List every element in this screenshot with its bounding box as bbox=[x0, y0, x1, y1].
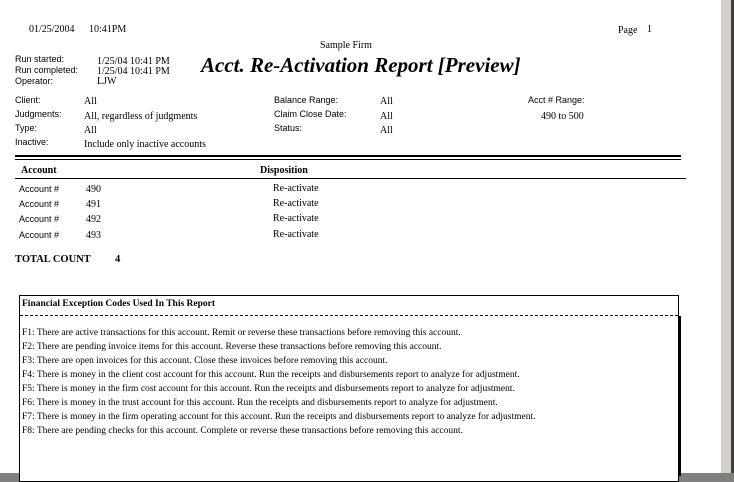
acct-range-label: Acct # Range: bbox=[528, 95, 585, 105]
exception-code-f1: F1: There are active transactions for this account. Remit or reverse these transactions before removing this account. bbox=[22, 328, 461, 338]
account-disposition: Re-activate bbox=[273, 183, 319, 194]
total-count-label: TOTAL COUNT bbox=[15, 254, 91, 265]
report-time: 10:41PM bbox=[89, 24, 127, 35]
account-disposition: Re-activate bbox=[273, 198, 319, 209]
account-number: 491 bbox=[86, 199, 101, 210]
account-label: Account # bbox=[19, 184, 60, 194]
acct-range-value: 490 to 500 bbox=[541, 111, 584, 122]
client-value: All bbox=[84, 96, 97, 107]
exceptions-box bbox=[19, 295, 679, 482]
account-number: 490 bbox=[86, 184, 101, 195]
page-label: Page bbox=[618, 25, 638, 36]
judgments-value: All, regardless of judgments bbox=[84, 111, 198, 122]
firm-name: Sample Firm bbox=[320, 40, 372, 51]
exception-code-f2: F2: There are pending invoice items for this account. Reverse these transactions before removing this account. bbox=[22, 342, 442, 352]
page-number: 1 bbox=[647, 24, 652, 35]
table-header-rule bbox=[15, 178, 686, 179]
exception-code-f7: F7: There is money in the firm operating account for this account. Run the receipts and disbursements report to analyze for adjustment. bbox=[22, 412, 536, 422]
exception-code-f6: F6: There is money in the trust account for this account. Run the receipts and disbursements report to analyze for adjustment. bbox=[22, 398, 498, 408]
status-label: Status: bbox=[274, 123, 303, 133]
report-date: 01/25/2004 bbox=[29, 24, 75, 35]
account-disposition: Re-activate bbox=[273, 229, 319, 240]
exception-code-f5: F5: There is money in the firm cost account for this account. Run the receipts and disbursements report to analyze for adjustment. bbox=[22, 384, 515, 394]
header-rule-thin bbox=[15, 159, 681, 160]
type-label: Type: bbox=[15, 123, 38, 133]
account-number: 492 bbox=[86, 214, 101, 225]
account-number: 493 bbox=[86, 230, 101, 241]
operator-label: Operator: bbox=[15, 76, 54, 86]
claim-close-label: Claim Close Date: bbox=[274, 109, 347, 119]
status-value: All bbox=[380, 125, 393, 136]
report-title: Acct. Re-Activation Report [Preview] bbox=[201, 53, 521, 77]
run-completed-value: 1/25/04 10:41 PM bbox=[97, 66, 170, 77]
exception-code-f3: F3: There are open invoices for this account. Close these invoices before removing this account. bbox=[22, 356, 388, 366]
column-header-disposition: Disposition bbox=[260, 165, 308, 176]
judgments-label: Judgments: bbox=[15, 109, 62, 119]
inactive-label: Inactive: bbox=[15, 137, 49, 147]
exception-code-f8: F8: There are pending checks for this account. Complete or reverse these transactions before removing this account. bbox=[22, 426, 463, 436]
account-label: Account # bbox=[19, 199, 60, 209]
operator-value: LJW bbox=[97, 76, 117, 87]
run-completed-label: Run completed: bbox=[15, 65, 79, 75]
exception-code-f4: F4: There is money in the client cost account for this account. Run the receipts and disbursements report to analyze for adjustment. bbox=[22, 370, 520, 380]
client-label: Client: bbox=[15, 95, 41, 105]
header-rule-thick bbox=[15, 155, 681, 157]
account-label: Account # bbox=[19, 230, 60, 240]
exceptions-divider bbox=[20, 315, 678, 316]
run-started-label: Run started: bbox=[15, 54, 65, 64]
balance-range-label: Balance Range: bbox=[274, 95, 339, 105]
account-label: Account # bbox=[19, 214, 60, 224]
balance-range-value: All bbox=[380, 96, 393, 107]
column-header-account: Account bbox=[21, 165, 57, 176]
claim-close-value: All bbox=[380, 111, 393, 122]
account-disposition: Re-activate bbox=[273, 213, 319, 224]
run-started-value: 1/25/04 10:41 PM bbox=[97, 56, 170, 67]
exceptions-title: Financial Exception Codes Used In This Report bbox=[22, 299, 216, 309]
total-count-value: 4 bbox=[115, 254, 121, 265]
inactive-value: Include only inactive accounts bbox=[84, 139, 206, 150]
type-value: All bbox=[84, 125, 97, 136]
